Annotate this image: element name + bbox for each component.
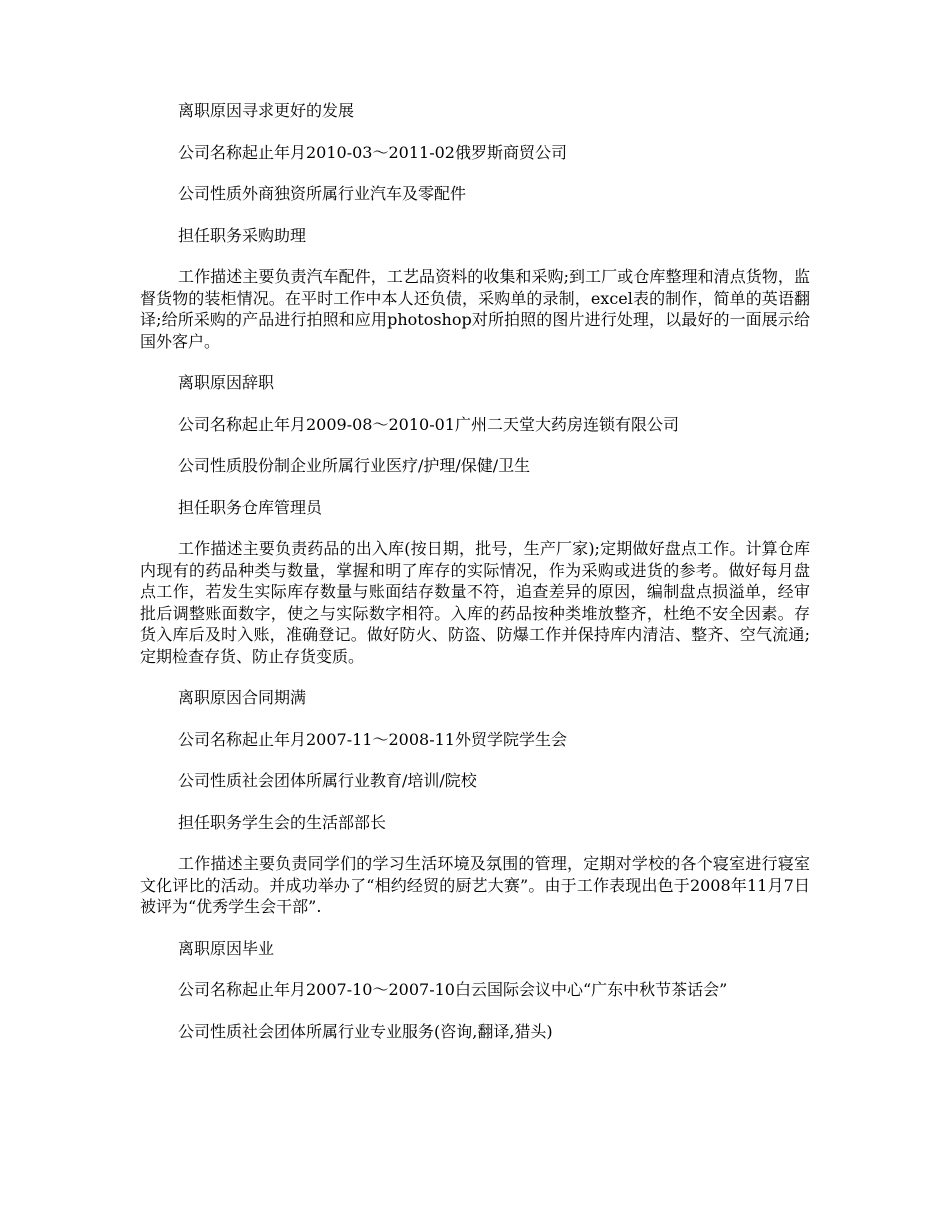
resume-paragraph: 公司名称起止年月2010-03～2011-02俄罗斯商贸公司 (178, 142, 567, 162)
resume-paragraph: 担任职务采购助理 (178, 225, 307, 245)
resume-paragraph: 工作描述主要负责汽车配件，工艺品资料的收集和采购;到工厂或仓库整理和清点货物，监督货物的装柜情况。在平时工作中本人还负债，采购单的录制，excel表的制作，简单的英语翻译;给所采购的产品进行拍照和应用photoshop对所拍照的图片进行处理，以最好的一面展示给国外客户。 (140, 267, 810, 351)
resume-paragraph: 工作描述主要负责同学们的学习生活环境及氛围的管理，定期对学校的各个寝室进行寝室文化评比的活动。并成功举办了“相约经贸的厨艺大赛”。由于工作表现出色于2008年11月7日被评为“优秀学生会干部”. (140, 854, 810, 916)
resume-paragraph: 公司名称起止年月2009-08～2010-01广州二天堂大药房连锁有限公司 (178, 414, 679, 434)
resume-paragraph: 担任职务学生会的生活部部长 (178, 812, 387, 832)
resume-paragraph: 离职原因寻求更好的发展 (178, 101, 355, 120)
resume-paragraph: 公司名称起止年月2007-10～2007-10白云国际会议中心“广东中秋节茶话会” (178, 980, 728, 999)
resume-paragraph: 工作描述主要负责药品的出入库(按日期，批号，生产厂家);定期做好盘点工作。计算仓库内现有的药品种类与数量，掌握和明了库存的实际情况，作为采购或进货的参考。做好每月盘点工作，若发生实际库存数量与账面结存数量不符，追查差异的原因，编制盘点损溢单，经审批后调整账面数字，使之与实际数字相符。入库的药品按种类堆放整齐，杜绝不安全因素。存货入库后及时入账，准确登记。做好防火、防盗、防爆工作并保持库内清洁、整齐、空气流通;定期检查存货、防止存货变质。 (140, 539, 810, 666)
resume-paragraph: 公司性质股份制企业所属行业医疗/护理/保健/卫生 (178, 456, 531, 475)
resume-paragraph: 离职原因辞职 (178, 373, 275, 392)
resume-paragraph: 公司性质社会团体所属行业专业服务(咨询,翻译,猎头) (178, 1021, 553, 1041)
document-body (140, 100, 810, 1062)
resume-paragraph: 公司性质外商独资所属行业汽车及零配件 (178, 184, 467, 203)
resume-paragraph: 离职原因合同期满 (178, 688, 307, 707)
resume-paragraph: 公司名称起止年月2007-11～2008-11外贸学院学生会 (178, 729, 567, 749)
resume-paragraph: 公司性质社会团体所属行业教育/培训/院校 (178, 771, 477, 790)
resume-paragraph: 离职原因毕业 (178, 938, 275, 958)
resume-paragraph: 担任职务仓库管理员 (178, 497, 323, 517)
